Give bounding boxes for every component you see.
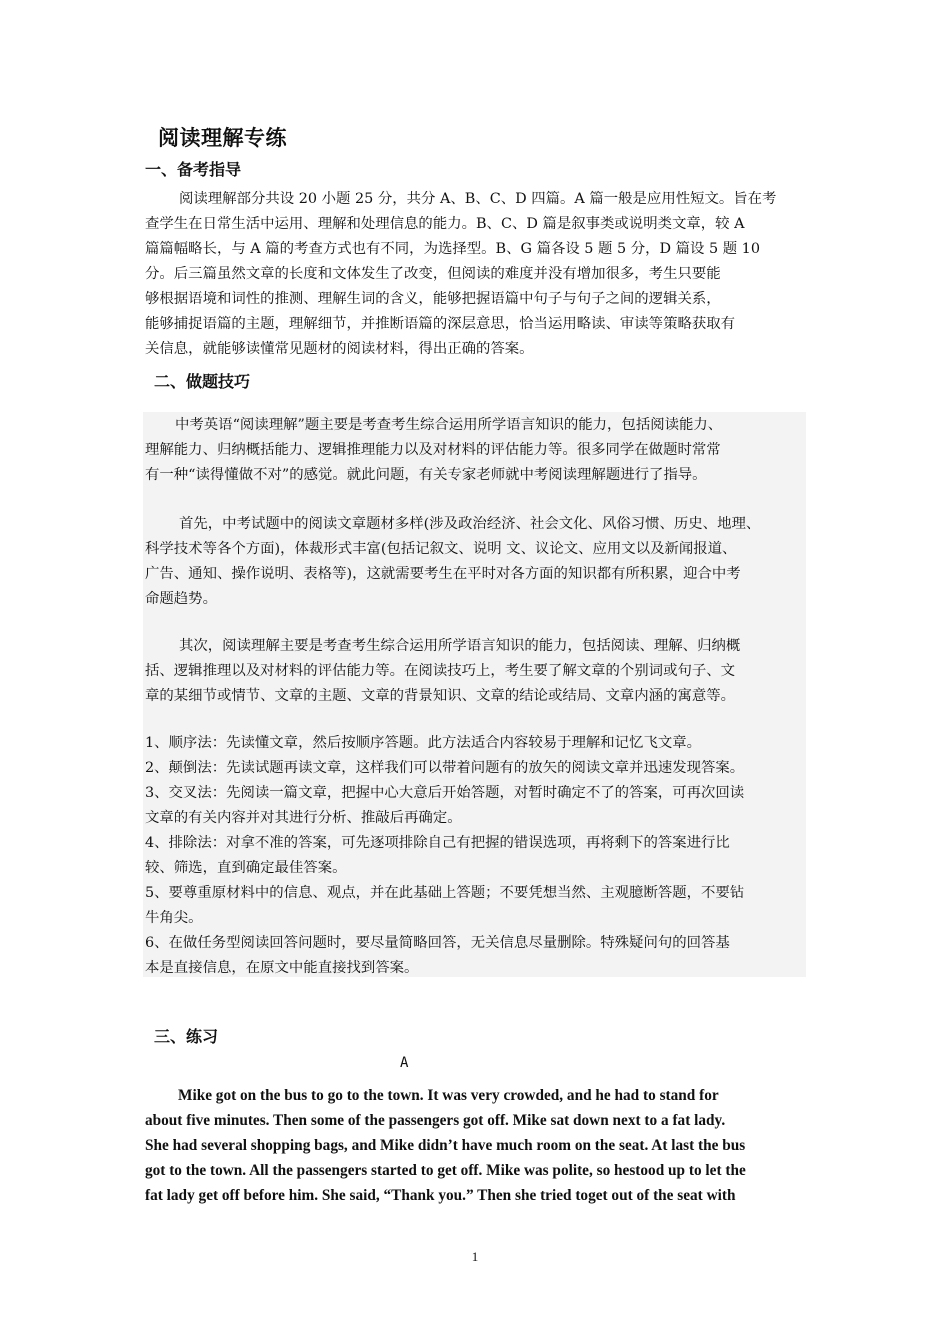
section-heading-techniques: 二、做题技巧 xyxy=(154,372,251,391)
techniques-line: 章的某细节或情节、文章的主题、文章的背景知识、文章的结论或结局、文章内涵的寓意等。 xyxy=(145,688,736,704)
tip-line: 较、筛选，直到确定最佳答案。 xyxy=(145,860,347,876)
passage-line: She had several shopping bags, and Mike didn’t have much room on the seat. At last the bus xyxy=(145,1137,746,1154)
tip-line: 本是直接信息，在原文中能直接找到答案。 xyxy=(145,960,419,976)
section-heading-guidance: 一、备考指导 xyxy=(145,160,242,179)
techniques-line: 首先，中考试题中的阅读文章题材多样(涉及政治经济、社会文化、风俗习惯、历史、地理、 xyxy=(179,516,761,532)
guidance-line: 关信息，就能够读懂常见题材的阅读材料，得出正确的答案。 xyxy=(145,341,534,357)
techniques-line: 科学技术等各个方面)，体裁形式丰富(包括记叙文、说明 文、议论文、应用文以及新闻报道、 xyxy=(145,541,737,557)
tip-line: 6、在做任务型阅读回答问题时，要尽量简略回答，无关信息尽量删除。特殊疑问句的回答基 xyxy=(145,935,730,951)
tip-line: 牛角尖。 xyxy=(145,910,203,926)
passage-line: Mike got on the bus to go to the town. It was very crowded, and he had to stand for xyxy=(178,1087,719,1104)
techniques-line: 命题趋势。 xyxy=(145,591,217,607)
guidance-line: 阅读理解部分共设 20 小题 25 分，共分 A、B、C、D 四篇。A 篇一般是应用性短文。旨在考 xyxy=(179,191,777,207)
guidance-line: 分。后三篇虽然文章的长度和文体发生了改变，但阅读的难度并没有增加很多，考生只要能 xyxy=(145,266,721,282)
page-number: 1 xyxy=(471,1249,479,1264)
passage-label: A xyxy=(400,1055,409,1071)
section-heading-practice: 三、练习 xyxy=(154,1027,219,1046)
guidance-paragraph xyxy=(145,187,815,362)
techniques-line: 中考英语“阅读理解”题主要是考查考生综合运用所学语言知识的能力，包括阅读能力、 xyxy=(175,417,723,433)
page-title: 阅读理解专练 xyxy=(158,126,287,150)
guidance-line: 能够捕捉语篇的主题，理解细节，并推断语篇的深层意思，恰当运用略读、审读等策略获取有 xyxy=(145,316,736,332)
passage-line: fat lady get off before him. She said, “Thank you.” Then she tried toget out of the seat with xyxy=(145,1187,736,1204)
guidance-line: 查学生在日常生活中运用、理解和处理信息的能力。B、C、D 篇是叙事类或说明类文章，较 A xyxy=(145,216,745,232)
techniques-second-paragraph xyxy=(145,634,815,709)
tip-line: 3、交叉法：先阅读一篇文章，把握中心大意后开始答题，对暂时确定不了的答案，可再次回读 xyxy=(145,785,745,801)
passage-line: about five minutes. Then some of the passengers got off. Mike sat down next to a fat lady. xyxy=(145,1112,726,1129)
tip-line: 5、要尊重原材料中的信息、观点，并在此基础上答题；不要凭想当然、主观臆断答题，不要钻 xyxy=(145,885,745,901)
tip-line: 2、颠倒法：先读试题再读文章，这样我们可以带着问题有的放矢的阅读文章并迅速发现答案。 xyxy=(145,760,745,776)
techniques-line: 广告、通知、操作说明、表格等)，这就需要考生在平时对各方面的知识都有所积累，迎合中考 xyxy=(145,566,741,582)
tip-line: 1、顺序法：先读懂文章，然后按顺序答题。此方法适合内容较易于理解和记忆飞文章。 xyxy=(145,735,702,751)
techniques-line: 有一种“读得懂做不对”的感觉。就此问题，有关专家老师就中考阅读理解题进行了指导。 xyxy=(145,467,707,483)
techniques-first-paragraph xyxy=(145,512,815,612)
techniques-line: 其次，阅读理解主要是考查考生综合运用所学语言知识的能力，包括阅读、理解、归纳概 xyxy=(179,638,741,654)
techniques-tips-list xyxy=(145,731,815,981)
techniques-intro-paragraph xyxy=(145,413,815,488)
tip-line: 4、排除法：对拿不准的答案，可先逐项排除自己有把握的错误选项，再将剩下的答案进行比 xyxy=(145,835,730,851)
guidance-line: 够根据语境和词性的推测、理解生词的含义，能够把握语篇中句子与句子之间的逻辑关系， xyxy=(145,291,721,307)
passage-a-text xyxy=(145,1083,815,1208)
techniques-line: 括、逻辑推理以及对材料的评估能力等。在阅读技巧上，考生要了解文章的个别词或句子、文 xyxy=(145,663,736,679)
guidance-line: 篇篇幅略长，与 A 篇的考查方式也有不同，为选择型。B、G 篇各设 5 题 5 分，D 篇设 5 题 10 xyxy=(145,241,760,257)
techniques-line: 理解能力、归纳概括能力、逻辑推理能力以及对材料的评估能力等。很多同学在做题时常常 xyxy=(145,442,721,458)
tip-line: 文章的有关内容并对其进行分析、推敲后再确定。 xyxy=(145,810,462,826)
passage-line: got to the town. All the passengers started to get off. Mike was polite, so hestood up to let the xyxy=(145,1162,746,1179)
